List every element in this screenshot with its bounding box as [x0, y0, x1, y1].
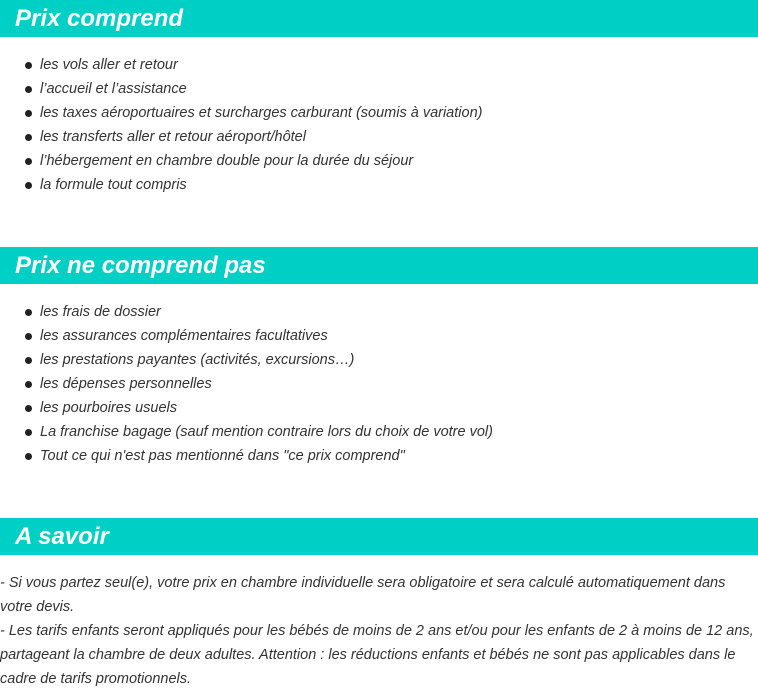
- bullet-icon: [25, 86, 32, 93]
- list-item-text: les prestations payantes (activités, excursions…): [40, 352, 355, 368]
- list-item-text: l’accueil et l’assistance: [40, 81, 187, 97]
- list-item: [0, 77, 758, 101]
- section-title-prix-ne-comprend-pas: Prix ne comprend pas: [0, 247, 758, 284]
- section-title-prix-comprend: Prix comprend: [0, 0, 758, 37]
- bullet-icon: [25, 357, 32, 364]
- bullet-icon: [25, 158, 32, 165]
- list-item: [0, 149, 758, 173]
- list-item: [0, 324, 758, 348]
- bullet-icon: [25, 453, 32, 460]
- bullet-icon: [25, 62, 32, 69]
- bullet-icon: [25, 134, 32, 141]
- list-item-text: la formule tout compris: [40, 177, 187, 193]
- list-item: [0, 420, 758, 444]
- list-item-text: les vols aller et retour: [40, 57, 178, 73]
- bullet-icon: [25, 381, 32, 388]
- a-savoir-content: [0, 571, 758, 691]
- bullet-icon: [25, 429, 32, 436]
- bullet-icon: [25, 405, 32, 412]
- excluded-list: [0, 300, 758, 468]
- list-item-text: les assurances complémentaires facultatives: [40, 328, 328, 344]
- list-item-text: les taxes aéroportuaires et surcharges carburant (soumis à variation): [40, 105, 483, 121]
- list-item-text: les frais de dossier: [40, 304, 161, 320]
- list-item-text: l’hébergement en chambre double pour la durée du séjour: [40, 153, 414, 169]
- list-item-text: les dépenses personnelles: [40, 376, 212, 392]
- bullet-icon: [25, 182, 32, 189]
- a-savoir-paragraph: - Les tarifs enfants seront appliqués pour les bébés de moins de 2 ans et/ou pour les enfants de 2 à moins de 12 ans, partageant la chambre de deux adultes. Attention : les réductions enfants et bébés ne sont pas applicables dans le cadre de tarifs promotionnels.: [0, 623, 754, 687]
- section-title-a-savoir: A savoir: [0, 518, 758, 555]
- list-item: [0, 300, 758, 324]
- list-item: [0, 53, 758, 77]
- list-item: [0, 101, 758, 125]
- list-item: [0, 348, 758, 372]
- list-item: [0, 125, 758, 149]
- bullet-icon: [25, 110, 32, 117]
- bullet-icon: [25, 309, 32, 316]
- list-item: [0, 372, 758, 396]
- list-item: [0, 444, 758, 468]
- list-item-text: Tout ce qui n'est pas mentionné dans "ce prix comprend": [40, 448, 405, 464]
- list-item-text: les transferts aller et retour aéroport/hôtel: [40, 129, 306, 145]
- bullet-icon: [25, 333, 32, 340]
- list-item-text: les pourboires usuels: [40, 400, 178, 416]
- list-item: [0, 396, 758, 420]
- list-item-text: La franchise bagage (sauf mention contraire lors du choix de votre vol): [40, 424, 493, 440]
- list-item: [0, 173, 758, 197]
- a-savoir-paragraph: - Si vous partez seul(e), votre prix en chambre individuelle sera obligatoire et sera calculé automatiquement dans votre devis.: [0, 575, 726, 615]
- included-list: [0, 53, 758, 197]
